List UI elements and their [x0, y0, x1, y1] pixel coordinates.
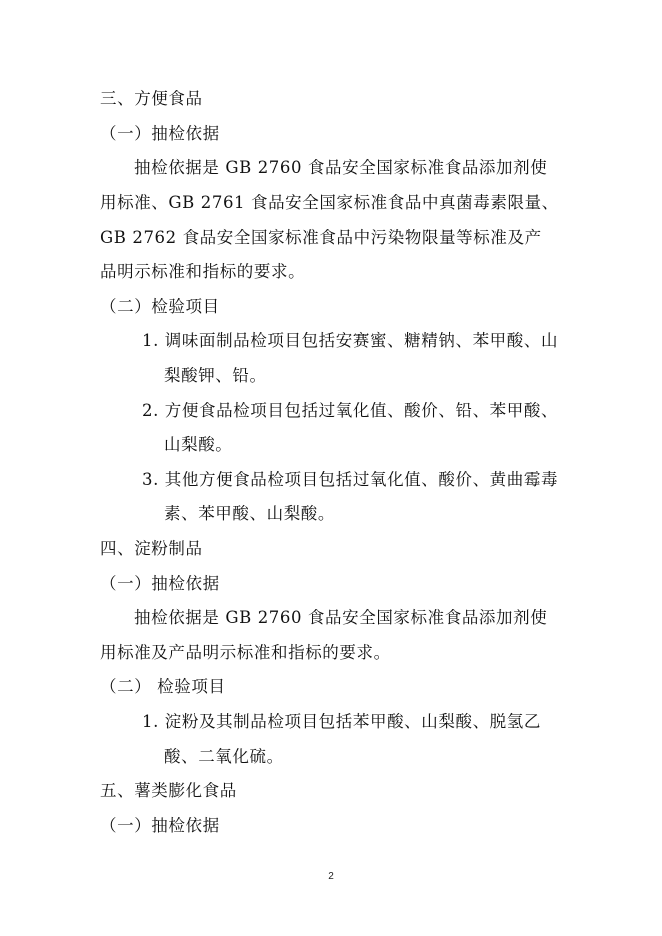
list-item-continuation: 山梨酸。	[164, 435, 233, 454]
list-item: 1. 调味面制品检项目包括安赛蜜、糖精钠、苯甲酸、山	[142, 331, 559, 350]
list-item: 1. 淀粉及其制品检项目包括苯甲酸、山梨酸、脱氢乙	[142, 712, 541, 731]
page-number: 2	[328, 871, 334, 882]
section-title: 四、淀粉制品	[100, 539, 203, 558]
list-item-continuation: 酸、二氧化硫。	[164, 747, 284, 766]
body-text-line: 用标准及产品明示标准和指标的要求。	[100, 643, 391, 662]
list-item-continuation: 素、苯甲酸、山梨酸。	[164, 504, 335, 523]
body-text-line: 抽检依据是 GB 2760 食品安全国家标准食品添加剂使	[134, 158, 548, 177]
subsection-heading: （二）检验项目	[100, 297, 220, 316]
body-text-line: 品明示标准和指标的要求。	[100, 262, 306, 281]
body-text-line: 用标准、GB 2761 食品安全国家标准食品中真菌毒素限量、	[100, 193, 559, 212]
subsection-heading: （二） 检验项目	[100, 677, 226, 696]
body-text-line: GB 2762 食品安全国家标准食品中污染物限量等标准及产	[100, 228, 542, 247]
list-item-continuation: 梨酸钾、铅。	[164, 366, 267, 385]
subsection-heading: （一）抽检依据	[100, 124, 220, 143]
subsection-heading: （一）抽检依据	[100, 816, 220, 835]
section-title: 五、薯类膨化食品	[100, 781, 237, 800]
body-text-line: 抽检依据是 GB 2760 食品安全国家标准食品添加剂使	[134, 608, 548, 627]
list-item: 3. 其他方便食品检项目包括过氧化值、酸价、黄曲霉毒	[142, 470, 559, 489]
list-item: 2. 方便食品检项目包括过氧化值、酸价、铅、苯甲酸、	[142, 401, 559, 420]
section-title: 三、方便食品	[100, 89, 203, 108]
subsection-heading: （一）抽检依据	[100, 574, 220, 593]
